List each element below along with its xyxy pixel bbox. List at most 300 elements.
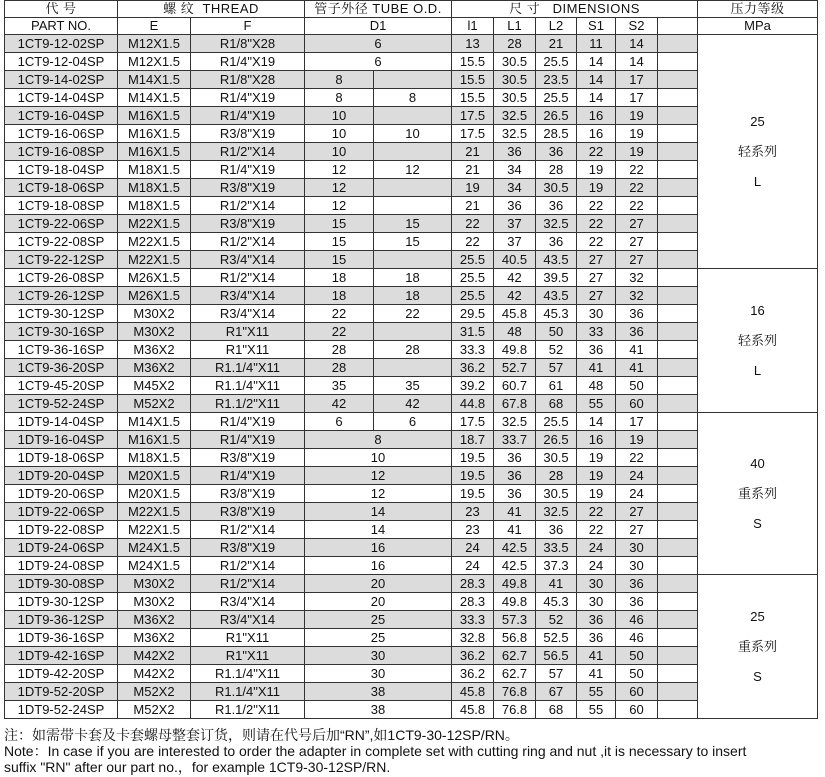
tube-od-cell: 28 xyxy=(305,359,374,377)
dim-S2-cell: 27 xyxy=(616,521,658,539)
dim-l1-cell: 29.5 xyxy=(452,305,494,323)
dim-L1-cell: 42.5 xyxy=(494,539,536,557)
dim-l1-cell: 28.3 xyxy=(452,593,494,611)
dim-S2-cell: 46 xyxy=(616,611,658,629)
thread-e-cell: M52X2 xyxy=(118,395,191,413)
thread-e-cell: M16X1.5 xyxy=(118,143,191,161)
tube-od-cell: 6 xyxy=(305,35,452,53)
thread-e-cell: M22X1.5 xyxy=(118,215,191,233)
tube-od-cell: 20 xyxy=(305,593,452,611)
dim-L2-cell: 26.5 xyxy=(536,107,577,125)
thread-f-cell: R1"X11 xyxy=(191,323,305,341)
part-no-cell: 1CT9-16-04SP xyxy=(5,107,118,125)
blank-cell xyxy=(658,593,698,611)
thread-e-cell: M36X2 xyxy=(118,341,191,359)
dim-l1-cell: 44.8 xyxy=(452,395,494,413)
dim-S2-cell: 30 xyxy=(616,539,658,557)
blank-cell xyxy=(658,71,698,89)
blank-cell xyxy=(658,557,698,575)
dim-L1-cell: 40.5 xyxy=(494,251,536,269)
tube-od-alt-cell: 22 xyxy=(374,305,452,323)
thread-e-cell: M36X2 xyxy=(118,629,191,647)
thread-e-cell: M16X1.5 xyxy=(118,107,191,125)
thread-e-cell: M36X2 xyxy=(118,611,191,629)
tube-od-alt-cell: 42 xyxy=(374,395,452,413)
pressure-series: 重系列 xyxy=(737,638,777,654)
part-no-cell: 1DT9-14-04SP xyxy=(5,413,118,431)
dim-L1-cell: 30.5 xyxy=(494,71,536,89)
thread-f-cell: R3/8"X19 xyxy=(191,125,305,143)
dim-S1-cell: 36 xyxy=(577,341,616,359)
dim-S2-cell: 22 xyxy=(616,197,658,215)
pressure-group-cell xyxy=(698,575,818,719)
dim-S2-cell: 19 xyxy=(616,431,658,449)
thread-f-cell: R3/8"X19 xyxy=(191,485,305,503)
thread-f-cell: R1/4"X19 xyxy=(191,89,305,107)
blank-cell xyxy=(658,485,698,503)
dim-S1-cell: 41 xyxy=(577,647,616,665)
dim-l1-cell: 22 xyxy=(452,233,494,251)
dim-L2-cell: 28.5 xyxy=(536,125,577,143)
thread-f-cell: R3/4"X14 xyxy=(191,251,305,269)
dim-l1-cell: 25.5 xyxy=(452,269,494,287)
dim-L1-cell: 60.7 xyxy=(494,377,536,395)
table-row xyxy=(5,143,818,161)
pressure-mpa: 40 xyxy=(750,455,765,471)
dim-l1-cell: 19 xyxy=(452,179,494,197)
part-no-cell: 1DT9-16-04SP xyxy=(5,431,118,449)
dim-S1-cell: 55 xyxy=(577,395,616,413)
header-L2: L2 xyxy=(536,18,577,35)
dim-S2-cell: 60 xyxy=(616,683,658,701)
dim-L1-cell: 30.5 xyxy=(494,53,536,71)
dim-L1-cell: 34 xyxy=(494,179,536,197)
dim-L2-cell: 33.5 xyxy=(536,539,577,557)
thread-e-cell: M14X1.5 xyxy=(118,89,191,107)
pressure-mpa: 25 xyxy=(750,113,765,129)
part-no-cell: 1CT9-52-24SP xyxy=(5,395,118,413)
dim-L1-cell: 37 xyxy=(494,233,536,251)
blank-cell xyxy=(658,449,698,467)
dim-L2-cell: 32.5 xyxy=(536,215,577,233)
dim-l1-cell: 17.5 xyxy=(452,107,494,125)
table-row xyxy=(5,665,818,683)
tube-od-cell: 16 xyxy=(305,557,452,575)
table-row xyxy=(5,701,818,719)
tube-od-cell: 22 xyxy=(305,323,374,341)
tube-od-alt-cell xyxy=(374,179,452,197)
table-row xyxy=(5,161,818,179)
dim-L2-cell: 45.3 xyxy=(536,593,577,611)
tube-od-cell: 10 xyxy=(305,449,452,467)
dim-L1-cell: 52.7 xyxy=(494,359,536,377)
tube-od-alt-cell: 8 xyxy=(374,89,452,107)
dim-l1-cell: 32.8 xyxy=(452,629,494,647)
table-row xyxy=(5,197,818,215)
dim-L2-cell: 52 xyxy=(536,341,577,359)
tube-od-cell: 25 xyxy=(305,629,452,647)
part-no-cell: 1CT9-18-04SP xyxy=(5,161,118,179)
thread-e-cell: M24X1.5 xyxy=(118,539,191,557)
dim-L1-cell: 76.8 xyxy=(494,683,536,701)
part-no-cell: 1DT9-20-06SP xyxy=(5,485,118,503)
dim-L2-cell: 36 xyxy=(536,521,577,539)
pressure-group-cell xyxy=(698,269,818,413)
dim-l1-cell: 22 xyxy=(452,215,494,233)
thread-e-cell: M22X1.5 xyxy=(118,233,191,251)
table-row xyxy=(5,179,818,197)
dim-S1-cell: 24 xyxy=(577,557,616,575)
thread-e-cell: M14X1.5 xyxy=(118,413,191,431)
dim-L2-cell: 52 xyxy=(536,611,577,629)
dim-L1-cell: 36 xyxy=(494,449,536,467)
part-no-cell: 1CT9-22-06SP xyxy=(5,215,118,233)
blank-cell xyxy=(658,539,698,557)
dim-S2-cell: 60 xyxy=(616,395,658,413)
table-row xyxy=(5,359,818,377)
tube-od-cell: 12 xyxy=(305,485,452,503)
dim-S1-cell: 55 xyxy=(577,683,616,701)
tube-od-alt-cell xyxy=(374,107,452,125)
blank-cell xyxy=(658,359,698,377)
dim-S2-cell: 41 xyxy=(616,359,658,377)
dim-S2-cell: 17 xyxy=(616,413,658,431)
blank-cell xyxy=(658,35,698,53)
thread-e-cell: M16X1.5 xyxy=(118,125,191,143)
dim-S2-cell: 36 xyxy=(616,305,658,323)
dim-S2-cell: 17 xyxy=(616,71,658,89)
blank-cell xyxy=(658,395,698,413)
thread-e-cell: M18X1.5 xyxy=(118,161,191,179)
tube-od-cell: 14 xyxy=(305,503,452,521)
part-no-cell: 1CT9-26-12SP xyxy=(5,287,118,305)
note-chinese: 注：如需带卡套及卡套螺母整套订货，则请在代号后加“RN”,如1CT9-30-12SP/RN。 xyxy=(4,727,519,743)
dim-L2-cell: 45.3 xyxy=(536,305,577,323)
dim-S2-cell: 50 xyxy=(616,647,658,665)
thread-f-cell: R1/8"X28 xyxy=(191,35,305,53)
blank-cell xyxy=(658,431,698,449)
dim-S1-cell: 16 xyxy=(577,125,616,143)
thread-e-cell: M16X1.5 xyxy=(118,431,191,449)
dim-L2-cell: 56.5 xyxy=(536,647,577,665)
dim-l1-cell: 23 xyxy=(452,521,494,539)
dim-L2-cell: 25.5 xyxy=(536,53,577,71)
tube-od-alt-cell: 10 xyxy=(374,125,452,143)
table-row xyxy=(5,341,818,359)
dim-S2-cell: 19 xyxy=(616,143,658,161)
pressure-series: 轻系列 xyxy=(737,143,777,159)
thread-f-cell: R1/4"X19 xyxy=(191,161,305,179)
tube-od-cell: 28 xyxy=(305,341,374,359)
part-no-cell: 1CT9-18-06SP xyxy=(5,179,118,197)
tube-od-cell: 18 xyxy=(305,269,374,287)
dim-L1-cell: 42 xyxy=(494,269,536,287)
tube-od-alt-cell: 28 xyxy=(374,341,452,359)
blank-cell xyxy=(658,89,698,107)
thread-e-cell: M26X1.5 xyxy=(118,269,191,287)
dim-S1-cell: 19 xyxy=(577,467,616,485)
dim-S2-cell: 14 xyxy=(616,53,658,71)
dim-S1-cell: 27 xyxy=(577,287,616,305)
dim-L1-cell: 76.8 xyxy=(494,701,536,719)
dim-S2-cell: 27 xyxy=(616,503,658,521)
tube-od-cell: 12 xyxy=(305,467,452,485)
dim-l1-cell: 15.5 xyxy=(452,53,494,71)
dim-S2-cell: 60 xyxy=(616,701,658,719)
tube-od-cell: 38 xyxy=(305,701,452,719)
dim-S1-cell: 41 xyxy=(577,665,616,683)
tube-od-cell: 10 xyxy=(305,107,374,125)
thread-e-cell: M30X2 xyxy=(118,575,191,593)
blank-cell xyxy=(658,215,698,233)
table-row xyxy=(5,125,818,143)
dim-L2-cell: 67 xyxy=(536,683,577,701)
table-row xyxy=(5,539,818,557)
dim-L1-cell: 45.8 xyxy=(494,305,536,323)
dim-L2-cell: 61 xyxy=(536,377,577,395)
dim-L1-cell: 37 xyxy=(494,215,536,233)
header-S2: S2 xyxy=(616,18,658,35)
tube-od-cell: 6 xyxy=(305,413,374,431)
thread-e-cell: M42X2 xyxy=(118,665,191,683)
thread-e-cell: M30X2 xyxy=(118,305,191,323)
thread-f-cell: R1.1/4"X11 xyxy=(191,683,305,701)
dim-S2-cell: 32 xyxy=(616,269,658,287)
table-row xyxy=(5,35,818,53)
header-l1-small: l1 xyxy=(452,18,494,35)
dim-S1-cell: 19 xyxy=(577,485,616,503)
dim-S1-cell: 41 xyxy=(577,359,616,377)
dim-S1-cell: 27 xyxy=(577,251,616,269)
table-row xyxy=(5,521,818,539)
dim-S1-cell: 22 xyxy=(577,503,616,521)
thread-e-cell: M45X2 xyxy=(118,377,191,395)
blank-cell xyxy=(658,233,698,251)
tube-od-cell: 8 xyxy=(305,71,374,89)
dim-L2-cell: 36 xyxy=(536,197,577,215)
thread-f-cell: R1/4"X19 xyxy=(191,107,305,125)
dim-L1-cell: 57.3 xyxy=(494,611,536,629)
blank-cell xyxy=(658,503,698,521)
tube-od-alt-cell xyxy=(374,323,452,341)
tube-od-alt-cell xyxy=(374,359,452,377)
dim-S2-cell: 22 xyxy=(616,449,658,467)
dim-L1-cell: 41 xyxy=(494,521,536,539)
thread-f-cell: R1/2"X14 xyxy=(191,557,305,575)
thread-f-cell: R3/4"X14 xyxy=(191,287,305,305)
dim-L1-cell: 32.5 xyxy=(494,125,536,143)
dim-l1-cell: 24 xyxy=(452,539,494,557)
dim-L2-cell: 39.5 xyxy=(536,269,577,287)
thread-f-cell: R3/4"X14 xyxy=(191,305,305,323)
dim-S2-cell: 30 xyxy=(616,557,658,575)
tube-od-cell: 14 xyxy=(305,521,452,539)
blank-cell xyxy=(658,161,698,179)
dim-L1-cell: 33.7 xyxy=(494,431,536,449)
dim-L2-cell: 30.5 xyxy=(536,179,577,197)
thread-e-cell: M52X2 xyxy=(118,701,191,719)
part-no-cell: 1CT9-18-08SP xyxy=(5,197,118,215)
notes xyxy=(4,727,822,775)
table-row xyxy=(5,629,818,647)
pressure-mpa: 25 xyxy=(750,608,765,624)
part-no-cell: 1DT9-42-16SP xyxy=(5,647,118,665)
tube-od-alt-cell: 12 xyxy=(374,161,452,179)
dim-l1-cell: 15.5 xyxy=(452,89,494,107)
thread-f-cell: R1/2"X14 xyxy=(191,575,305,593)
thread-f-cell: R1/4"X19 xyxy=(191,413,305,431)
dim-L2-cell: 68 xyxy=(536,701,577,719)
table-row xyxy=(5,377,818,395)
tube-od-cell: 12 xyxy=(305,197,374,215)
part-no-cell: 1CT9-16-06SP xyxy=(5,125,118,143)
part-no-cell: 1CT9-22-08SP xyxy=(5,233,118,251)
dim-S2-cell: 32 xyxy=(616,287,658,305)
tube-od-alt-cell xyxy=(374,197,452,215)
dim-S2-cell: 27 xyxy=(616,233,658,251)
table-row xyxy=(5,287,818,305)
pressure-group-cell xyxy=(698,413,818,575)
dim-L1-cell: 36 xyxy=(494,143,536,161)
blank-cell xyxy=(658,377,698,395)
header-code: 代 号 xyxy=(5,1,118,18)
tube-od-cell: 15 xyxy=(305,215,374,233)
tube-od-cell: 10 xyxy=(305,143,374,161)
tube-od-cell: 42 xyxy=(305,395,374,413)
note-english-line2: suffix "RN" after our part no.，for example 1CT9-30-12SP/RN. xyxy=(4,759,391,775)
dim-S2-cell: 50 xyxy=(616,377,658,395)
blank-cell xyxy=(658,611,698,629)
header-f: F xyxy=(191,18,305,35)
part-no-cell: 1CT9-22-12SP xyxy=(5,251,118,269)
dim-S1-cell: 22 xyxy=(577,143,616,161)
tube-od-alt-cell xyxy=(374,143,452,161)
tube-od-cell: 18 xyxy=(305,287,374,305)
blank-cell xyxy=(658,323,698,341)
dim-l1-cell: 19.5 xyxy=(452,449,494,467)
thread-e-cell: M20X1.5 xyxy=(118,467,191,485)
dim-S1-cell: 48 xyxy=(577,377,616,395)
table-row xyxy=(5,413,818,431)
thread-f-cell: R3/8"X19 xyxy=(191,503,305,521)
dim-L1-cell: 41 xyxy=(494,503,536,521)
table-row xyxy=(5,593,818,611)
blank-cell xyxy=(658,467,698,485)
dim-L2-cell: 25.5 xyxy=(536,413,577,431)
pressure-series: 重系列 xyxy=(737,485,777,501)
dim-L2-cell: 43.5 xyxy=(536,251,577,269)
table-row xyxy=(5,107,818,125)
tube-od-alt-cell: 6 xyxy=(374,413,452,431)
tube-od-alt-cell xyxy=(374,251,452,269)
part-no-cell: 1DT9-18-06SP xyxy=(5,449,118,467)
dim-L1-cell: 34 xyxy=(494,161,536,179)
tube-od-alt-cell: 15 xyxy=(374,233,452,251)
part-no-cell: 1DT9-22-06SP xyxy=(5,503,118,521)
dim-l1-cell: 23 xyxy=(452,503,494,521)
dim-S2-cell: 24 xyxy=(616,485,658,503)
dim-L2-cell: 23.5 xyxy=(536,71,577,89)
dim-l1-cell: 31.5 xyxy=(452,323,494,341)
tube-od-cell: 20 xyxy=(305,575,452,593)
part-no-cell: 1CT9-36-16SP xyxy=(5,341,118,359)
thread-e-cell: M20X1.5 xyxy=(118,485,191,503)
pressure-letter: L xyxy=(753,173,762,189)
blank-cell xyxy=(658,701,698,719)
dim-S1-cell: 27 xyxy=(577,269,616,287)
tube-od-alt-cell: 35 xyxy=(374,377,452,395)
dim-L2-cell: 37.3 xyxy=(536,557,577,575)
part-no-cell: 1CT9-12-04SP xyxy=(5,53,118,71)
tube-od-cell: 6 xyxy=(305,53,452,71)
dim-L1-cell: 36 xyxy=(494,485,536,503)
dim-L1-cell: 32.5 xyxy=(494,413,536,431)
thread-e-cell: M24X1.5 xyxy=(118,557,191,575)
blank-cell xyxy=(658,341,698,359)
dim-L2-cell: 30.5 xyxy=(536,449,577,467)
part-no-cell: 1CT9-14-02SP xyxy=(5,71,118,89)
thread-e-cell: M30X2 xyxy=(118,593,191,611)
tube-od-cell: 22 xyxy=(305,305,374,323)
dim-l1-cell: 18.7 xyxy=(452,431,494,449)
thread-f-cell: R3/8"X19 xyxy=(191,449,305,467)
part-no-cell: 1DT9-22-08SP xyxy=(5,521,118,539)
part-no-cell: 1CT9-30-16SP xyxy=(5,323,118,341)
pressure-letter: S xyxy=(753,668,762,684)
dim-S2-cell: 50 xyxy=(616,665,658,683)
part-no-cell: 1DT9-30-08SP xyxy=(5,575,118,593)
thread-f-cell: R1/4"X19 xyxy=(191,467,305,485)
thread-f-cell: R1"X11 xyxy=(191,341,305,359)
dim-L2-cell: 32.5 xyxy=(536,503,577,521)
table-row xyxy=(5,89,818,107)
dim-L1-cell: 30.5 xyxy=(494,89,536,107)
dim-L1-cell: 36 xyxy=(494,467,536,485)
dim-L1-cell: 36 xyxy=(494,197,536,215)
thread-f-cell: R1/4"X19 xyxy=(191,53,305,71)
part-no-cell: 1DT9-20-04SP xyxy=(5,467,118,485)
blank-cell xyxy=(658,269,698,287)
dim-S1-cell: 33 xyxy=(577,323,616,341)
thread-e-cell: M22X1.5 xyxy=(118,503,191,521)
blank-cell xyxy=(658,107,698,125)
blank-cell xyxy=(658,125,698,143)
thread-f-cell: R1"X11 xyxy=(191,629,305,647)
thread-e-cell: M52X2 xyxy=(118,683,191,701)
thread-e-cell: M18X1.5 xyxy=(118,449,191,467)
dim-l1-cell: 33.3 xyxy=(452,341,494,359)
tube-od-cell: 16 xyxy=(305,539,452,557)
thread-f-cell: R1/2"X14 xyxy=(191,197,305,215)
table-row xyxy=(5,251,818,269)
thread-e-cell: M12X1.5 xyxy=(118,53,191,71)
table-row xyxy=(5,611,818,629)
dim-S2-cell: 14 xyxy=(616,35,658,53)
pressure-letter: L xyxy=(753,362,762,378)
dim-S1-cell: 19 xyxy=(577,449,616,467)
dim-S2-cell: 36 xyxy=(616,593,658,611)
dim-S2-cell: 19 xyxy=(616,125,658,143)
dim-L1-cell: 67.8 xyxy=(494,395,536,413)
dim-S2-cell: 41 xyxy=(616,341,658,359)
thread-f-cell: R3/4"X14 xyxy=(191,611,305,629)
thread-f-cell: R1.1/4"X11 xyxy=(191,359,305,377)
blank-cell xyxy=(658,197,698,215)
tube-od-cell: 15 xyxy=(305,233,374,251)
dim-l1-cell: 19.5 xyxy=(452,467,494,485)
dim-l1-cell: 15.5 xyxy=(452,71,494,89)
table-row xyxy=(5,467,818,485)
